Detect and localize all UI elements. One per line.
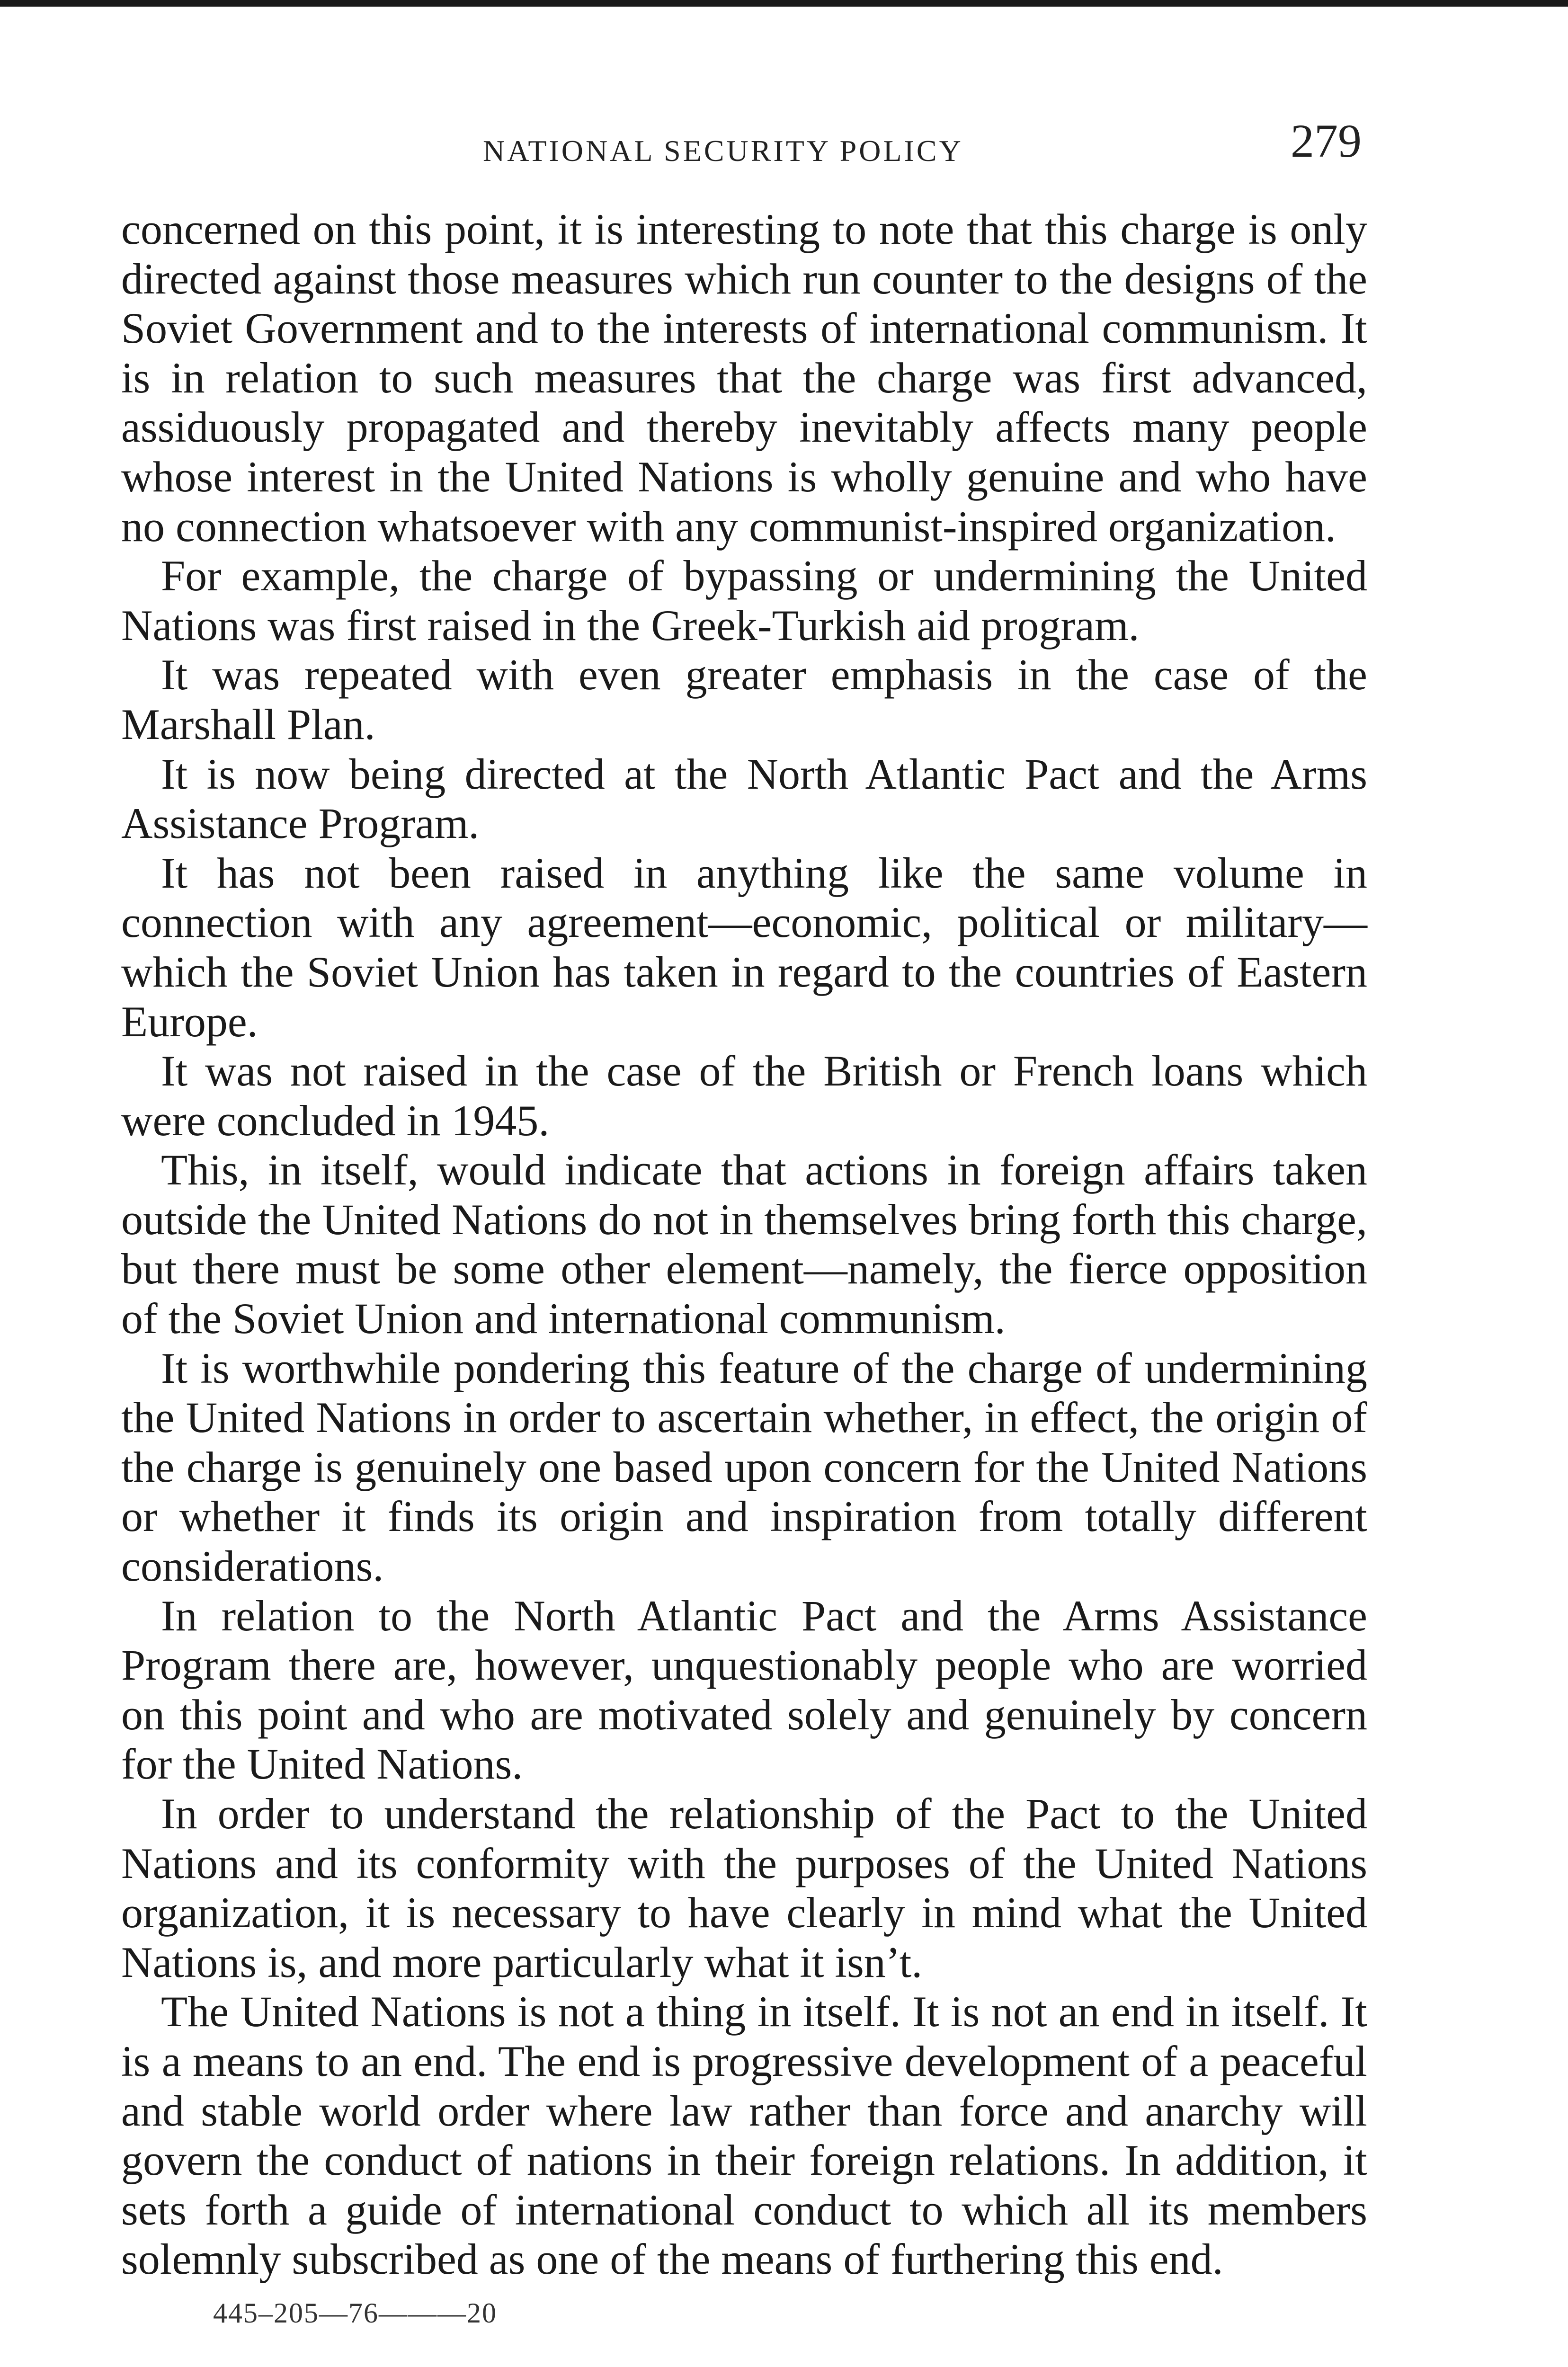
paragraph: In relation to the North Atlantic Pact and the Arms Assistance Program there are, however, unquestionably people who are worried on this point and who are motivated solely and genuinely by concern for the United Nations.	[121, 1591, 1367, 1789]
paragraph: It was repeated with even greater emphasis in the case of the Marshall Plan.	[121, 650, 1367, 748]
running-title: NATIONAL SECURITY POLICY	[483, 134, 963, 168]
paragraph: The United Nations is not a thing in itself. It is not an end in itself. It is a means to an end. The end is progressive development of a peaceful and stable world order where law rather than force and anarchy will govern the conduct of nations in their foreign relations. In addition, it sets forth a guide of international conduct to which all its members solemnly subscribed as one of the means of furthering this end.	[121, 1987, 1367, 2284]
printer-code: 445–205—76———20	[213, 2297, 497, 2329]
paragraph: It was not raised in the case of the British or French loans which were concluded in 1945.	[121, 1047, 1367, 1145]
top-border-rule	[0, 0, 1568, 7]
paragraph: It is now being directed at the North Atlantic Pact and the Arms Assistance Program.	[121, 749, 1367, 848]
paragraph: In order to understand the relationship of the Pact to the United Nations and its conformity with the purposes of the United Nations organization, it is necessary to have clearly in mind what the United Nations is, and more particularly what it isn’t.	[121, 1789, 1367, 1986]
paragraph: It has not been raised in anything like the same volume in connection with any agreement—economic, political or military—which the Soviet Union has taken in regard to the countries of Eastern Europe.	[121, 848, 1367, 1046]
paragraph: It is worthwhile pondering this feature of the charge of undermining the United Nations in order to ascertain whether, in effect, the origin of the charge is genuinely one based upon concern for the United Nations or whether it finds its origin and inspiration from totally different considerations.	[121, 1344, 1367, 1591]
body-text	[121, 205, 1367, 2284]
paragraph: concerned on this point, it is interesting to note that this charge is only directed against those measures which run counter to the designs of the Soviet Government and to the interests of international communism. It is in relation to such measures that the charge was first advanced, assiduously propagated and thereby inevitably affects many people whose interest in the United Nations is wholly genuine and who have no connection whatsoever with any communist-inspired organization.	[121, 205, 1367, 551]
paragraph: This, in itself, would indicate that actions in foreign affairs taken outside the United Nations do not in themselves bring forth this charge, but there must be some other element—namely, the fierce opposition of the Soviet Union and international communism.	[121, 1146, 1367, 1343]
paragraph: For example, the charge of bypassing or undermining the United Nations was first raised in the Greek-Turkish aid program.	[121, 552, 1367, 650]
page-number: 279	[1291, 115, 1362, 167]
